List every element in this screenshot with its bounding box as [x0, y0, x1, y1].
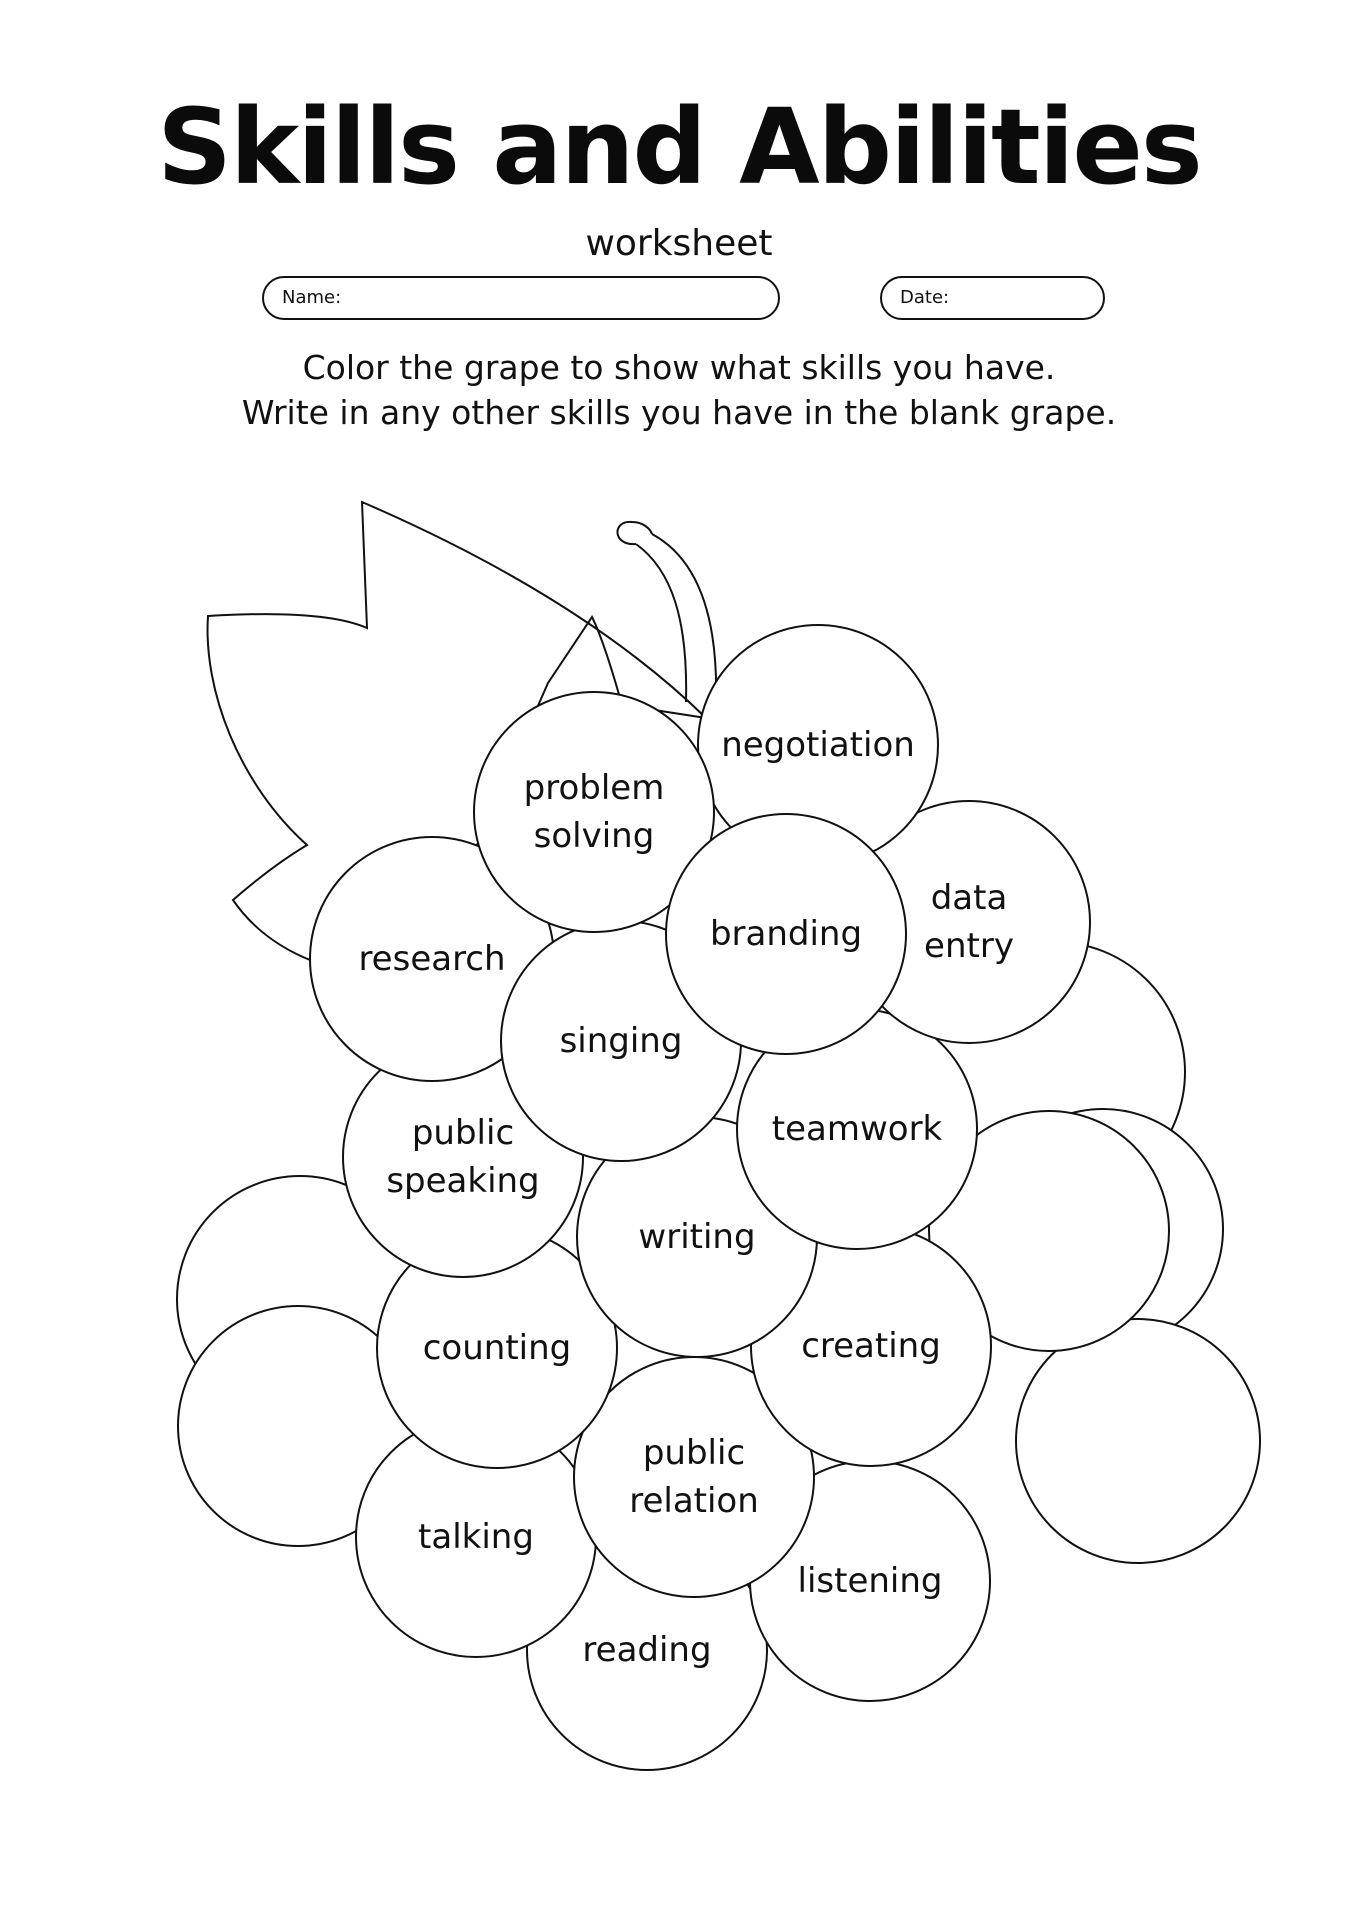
- instruction-line-1: Color the grape to show what skills you have.: [302, 348, 1056, 387]
- page-subtitle: worksheet: [585, 223, 773, 264]
- grape-label: creating: [801, 1326, 941, 1366]
- grape-label: negotiation: [721, 725, 915, 765]
- grape-label: writing: [638, 1217, 756, 1257]
- grape-label: branding: [709, 914, 863, 954]
- grape-label: public: [411, 1113, 515, 1153]
- instruction-line-2: Write in any other skills you have in the blank grape.: [241, 393, 1117, 432]
- grape-label: reading: [582, 1630, 712, 1670]
- page-title: Skills and Abilities: [157, 86, 1201, 208]
- grape-label: relation: [629, 1481, 759, 1521]
- grape-label: entry: [924, 926, 1014, 966]
- grape-label: speaking: [386, 1161, 540, 1201]
- name-label: Name:: [282, 287, 342, 308]
- date-label: Date:: [900, 287, 950, 308]
- grape-label: solving: [533, 816, 655, 856]
- stem-tip: [617, 522, 652, 544]
- grape-label: research: [358, 939, 506, 979]
- grape-label: public: [642, 1433, 746, 1473]
- grape-label: talking: [418, 1517, 534, 1557]
- grape-label: teamwork: [771, 1109, 943, 1149]
- grape-label: counting: [422, 1328, 572, 1368]
- grape-branding[interactable]: [666, 814, 906, 1054]
- grape-label: data: [930, 878, 1008, 918]
- grape-label: listening: [797, 1561, 943, 1601]
- grape-label: singing: [559, 1021, 683, 1061]
- grape-circle[interactable]: [1016, 1319, 1260, 1563]
- grape-label: problem: [523, 768, 665, 808]
- grape-blank-3[interactable]: [1016, 1319, 1260, 1563]
